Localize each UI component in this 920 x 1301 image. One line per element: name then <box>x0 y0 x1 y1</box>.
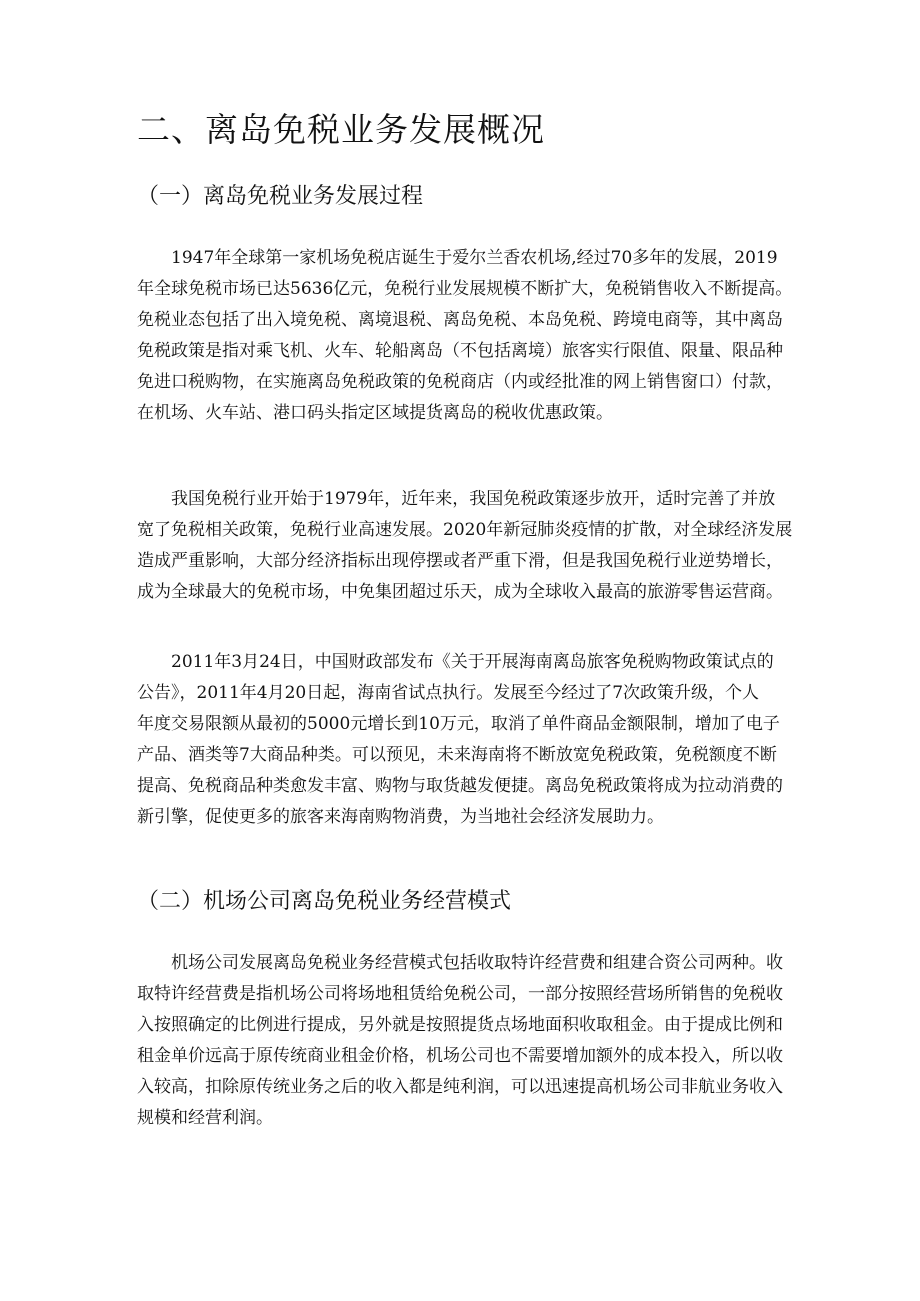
paragraph-line: 入按照确定的比例进行提成，另外就是按照提货点场地面积收取租金。由于提成比例和 <box>137 1015 783 1035</box>
paragraph-line: 免税业态包括了出入境免税、离境退税、离岛免税、本岛免税、跨境电商等，其中离岛 <box>137 310 783 330</box>
paragraph-line: 2011年3月24日，中国财政部发布《关于开展海南离岛旅客免税购物政策试点的 <box>171 652 774 672</box>
paragraph-line: 规模和经营利润。 <box>137 1108 273 1128</box>
paragraph-line: 新引擎，促使更多的旅客来海南购物消费，为当地社会经济发展助力。 <box>137 807 664 827</box>
paragraph-line: 产品、酒类等7大商品种类。可以预见，未来海南将不断放宽免税政策，免税额度不断 <box>137 745 777 765</box>
paragraph-line: 租金单价远高于原传统商业租金价格，机场公司也不需要增加额外的成本投入，所以收 <box>137 1046 783 1066</box>
paragraph-line: 1947年全球第一家机场免税店诞生于爱尔兰香农机场,经过70多年的发展，2019 <box>171 248 778 268</box>
paragraph-line: 成为全球最大的免税市场，中免集团超过乐天，成为全球收入最高的旅游零售运营商。 <box>137 582 783 602</box>
paragraph-line: 免进口税购物，在实施离岛免税政策的免税商店（内或经批准的网上销售窗口）付款， <box>137 372 783 392</box>
paragraph-line: 提高、免税商品种类愈发丰富、购物与取货越发便捷。离岛免税政策将成为拉动消费的 <box>137 776 783 796</box>
paragraph-line: 免税政策是指对乘飞机、火车、轮船离岛（不包括离境）旅客实行限值、限量、限品种 <box>137 341 783 361</box>
paragraph-3 <box>137 647 789 833</box>
document-heading: 二、离岛免税业务发展概况 <box>137 110 545 149</box>
paragraph-line: 年度交易限额从最初的5000元增长到10万元，取消了单件商品金额限制，增加了电子 <box>137 714 780 734</box>
paragraph-line: 入较高，扣除原传统业务之后的收入都是纯利润，可以迅速提高机场公司非航业务收入 <box>137 1077 783 1097</box>
section-title-2: （二）机场公司离岛免税业务经营模式 <box>137 889 512 914</box>
paragraph-4 <box>137 948 789 1134</box>
section-title-1: （一）离岛免税业务发展过程 <box>137 184 424 209</box>
paragraph-line: 造成严重影响，大部分经济指标出现停摆或者严重下滑，但是我国免税行业逆势增长， <box>137 551 783 571</box>
paragraph-line: 公告》，2011年4月20日起，海南省试点执行。发展至今经过了7次政策升级，个人 <box>137 683 760 703</box>
paragraph-line: 宽了免税相关政策，免税行业高速发展。2020年新冠肺炎疫情的扩散，对全球经济发展 <box>137 520 793 540</box>
paragraph-line: 年全球免税市场已达5636亿元，免税行业发展规模不断扩大，免税销售收入不断提高。 <box>137 279 793 299</box>
paragraph-1 <box>137 243 793 429</box>
paragraph-line: 取特许经营费是指机场公司将场地租赁给免税公司，一部分按照经营场所销售的免税收 <box>137 984 783 1004</box>
paragraph-line: 机场公司发展离岛免税业务经营模式包括收取特许经营费和组建合资公司两种。收 <box>171 953 783 973</box>
paragraph-line: 在机场、火车站、港口码头指定区域提货离岛的税收优惠政策。 <box>137 403 613 423</box>
paragraph-line: 我国免税行业开始于1979年，近年来，我国免税政策逐步放开，适时完善了并放 <box>171 489 776 509</box>
paragraph-2 <box>137 484 793 608</box>
